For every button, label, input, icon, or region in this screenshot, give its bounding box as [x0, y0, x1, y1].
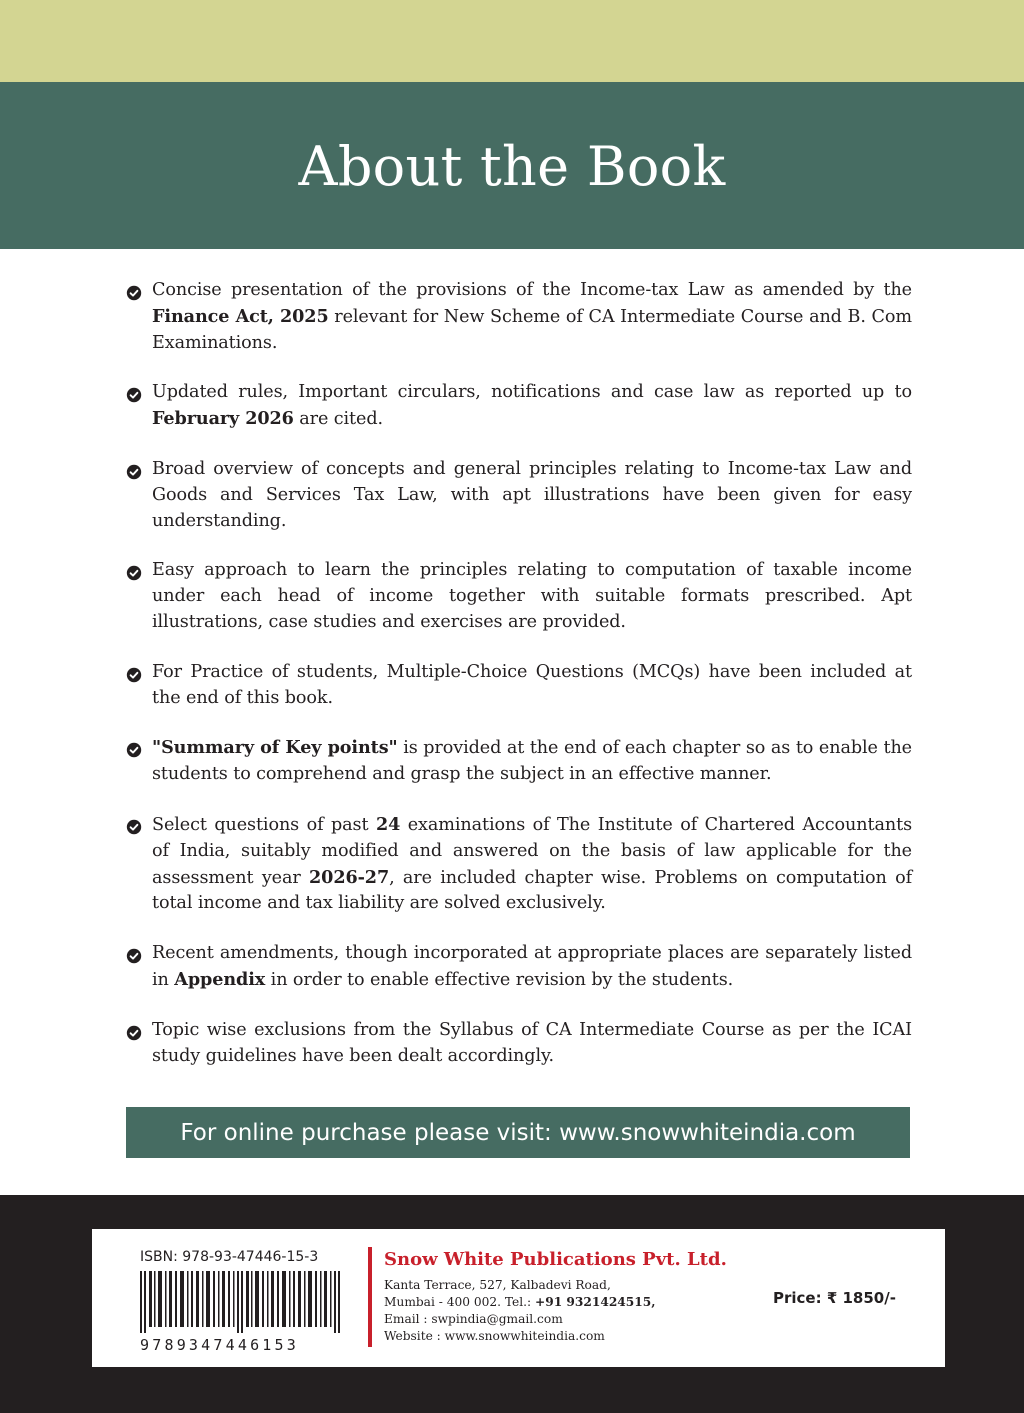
divider — [368, 1247, 372, 1347]
barcode-icon — [140, 1271, 340, 1333]
online-purchase-banner — [126, 1107, 910, 1158]
website-line: Website : www.snowwhiteindia.com — [384, 1329, 605, 1343]
feature-item: Updated rules, Important circulars, notifications and case law as reported up to February 2026 are cited. — [124, 380, 912, 433]
feature-item: Easy approach to learn the principles relating to computation of taxable income under each head of income together with suitable formats prescribed. Apt illustrations, case studies and exercises are provided. — [124, 558, 912, 635]
check-circle-icon — [126, 464, 142, 480]
check-circle-icon — [126, 565, 142, 581]
feature-item: For Practice of students, Multiple-Choice Questions (MCQs) have been included at the end of this book. — [124, 660, 912, 712]
price-label: Price: ₹ 1850/- — [773, 1289, 896, 1307]
feature-item: Broad overview of concepts and general principles relating to Income-tax Law and Goods and Services Tax Law, with apt illustrations have been given for easy understanding. — [124, 457, 912, 534]
page-title: About the Book — [298, 135, 726, 198]
check-circle-icon — [126, 742, 142, 758]
feature-item: Topic wise exclusions from the Syllabus of CA Intermediate Course as per the ICAI study guidelines have been dealt accordingly. — [124, 1018, 912, 1070]
feature-item: "Summary of Key points" is provided at the end of each chapter so as to enable the students to comprehend and grasp the subject in an effective manner. — [124, 735, 912, 788]
purchase-text: For online purchase please visit: www.snowwhiteindia.com — [180, 1119, 856, 1146]
feature-item: Concise presentation of the provisions of the Income-tax Law as amended by the Finance Act, 2025 relevant for New Scheme of CA Intermediate Course and B. Com Examinations. — [124, 278, 912, 356]
email-line: Email : swpindia@gmail.com — [384, 1312, 563, 1326]
barcode-digits: 9789347446153 — [140, 1336, 299, 1354]
feature-list — [124, 278, 912, 1093]
feature-item: Select questions of past 24 examinations of The Institute of Chartered Accountants of India, suitably modified and answered on the basis of law applicable for the assessment year 2026-27, are included chapter wise. Problems on computation of total income and tax liability are solved exclusively. — [124, 812, 912, 917]
address-line: Kanta Terrace, 527, Kalbadevi Road, — [384, 1278, 611, 1292]
check-circle-icon — [126, 1025, 142, 1041]
check-circle-icon — [126, 819, 142, 835]
title-banner — [0, 82, 1024, 249]
feature-item: Recent amendments, though incorporated at appropriate places are separately listed in Appendix in order to enable effective revision by the students. — [124, 941, 912, 994]
check-circle-icon — [126, 667, 142, 683]
publisher-address — [384, 1277, 655, 1345]
check-circle-icon — [126, 387, 142, 403]
address-line: Mumbai - 400 002. Tel.: +91 9321424515, — [384, 1295, 656, 1309]
publisher-name: Snow White Publications Pvt. Ltd. — [384, 1249, 727, 1270]
publisher-panel — [92, 1229, 945, 1367]
check-circle-icon — [126, 285, 142, 301]
isbn-label: ISBN: 978-93-47446-15-3 — [140, 1249, 319, 1265]
check-circle-icon — [126, 948, 142, 964]
top-color-band — [0, 0, 1024, 82]
phone-number: +91 9321424515, — [535, 1295, 656, 1309]
